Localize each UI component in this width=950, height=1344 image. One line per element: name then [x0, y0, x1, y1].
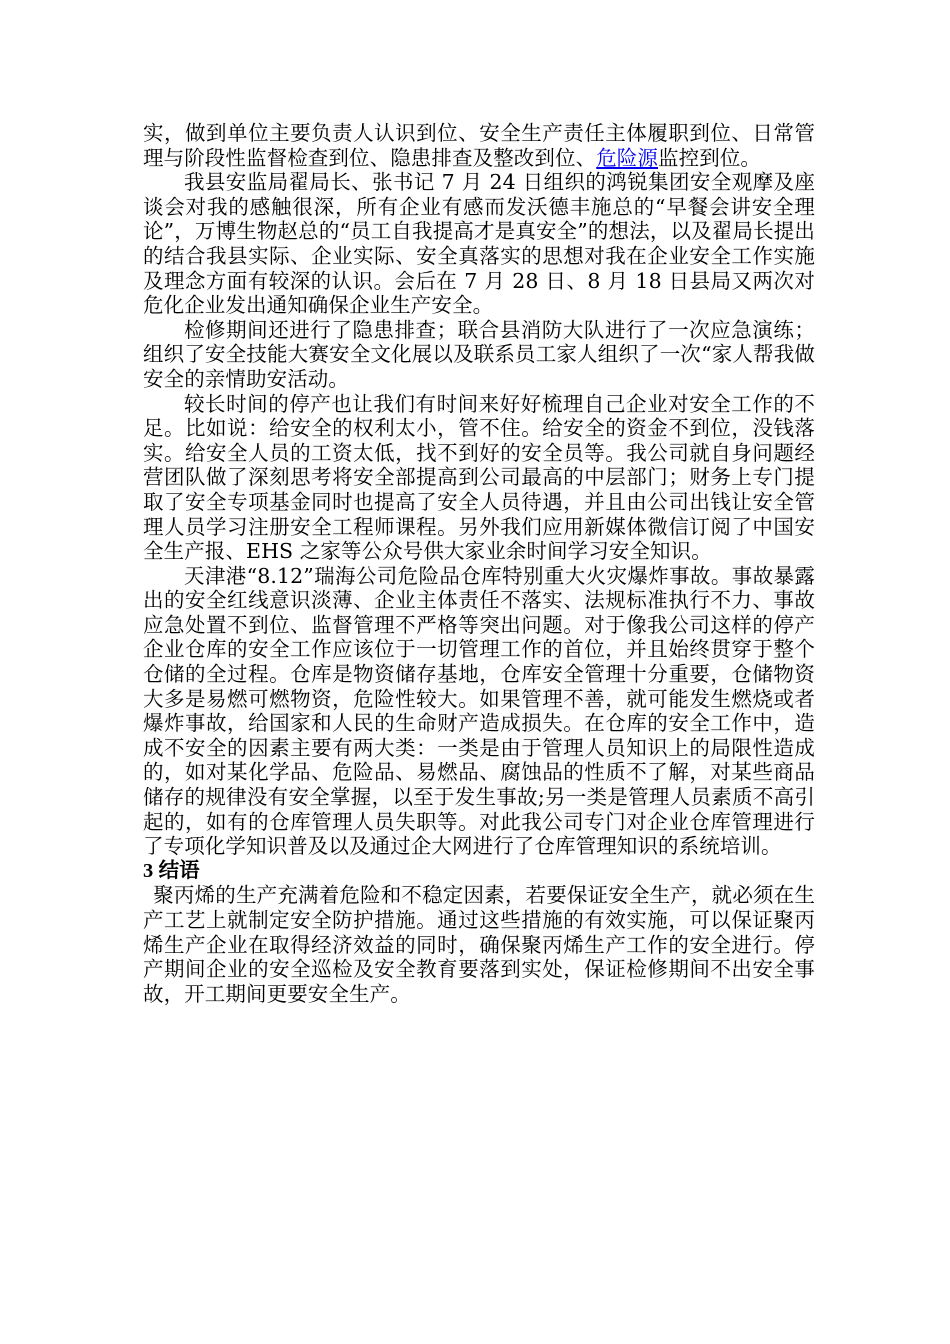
paragraph-1	[143, 121, 815, 170]
paragraph-3: 检修期间还进行了隐患排查；联合县消防大队进行了一次应急演练；组织了安全技能大赛安全文化展以及联系员工家人组织了一次“家人帮我做安全的亲情助安活动。	[143, 317, 815, 391]
paragraph-2: 我县安监局翟局长、张书记 7 月 24 日组织的鸿锐集团安全观摩及座谈会对我的感触很深，所有企业有感而发沃德丰施总的“早餐会讲安全理论”，万博生物赵总的“员工自我提高才是真安全”的想法，以及翟局长提出的结合我县实际、企业实际、安全真落实的思想对我在企业安全工作实施及理念方面有较深的认识。会后在 7 月 28 日、8 月 18 日县局又两次对危化企业发出通知确保企业生产安全。	[143, 170, 815, 318]
paragraph-4: 较长时间的停产也让我们有时间来好好梳理自己企业对安全工作的不足。比如说：给安全的权利太小，管不住。给安全的资金不到位，没钱落实。给安全人员的工资太低，找不到好的安全员等。我公司就自身问题经营团队做了深刻思考将安全部提高到公司最高的中层部门；财务上专门提取了安全专项基金同时也提高了安全人员待遇，并且由公司出钱让安全管理人员学习注册安全工程师课程。另外我们应用新媒体微信订阅了中国安全生产报、EHS 之家等公众号供大家业余时间学习安全知识。	[143, 391, 815, 564]
paragraph-1-tail: 监控到位。	[658, 145, 762, 170]
section-heading-conclusion: 3 结语	[143, 859, 200, 882]
paragraph-1-text: 实，做到单位主要负责人认识到位、安全生产责任主体履职到位、日常管理与阶段性监督检查到位、隐患排查及整改到位、	[143, 121, 815, 170]
hazard-source-link[interactable]: 危险源	[596, 145, 659, 170]
document-page	[143, 121, 815, 1006]
paragraph-5: 天津港“8.12”瑞海公司危险品仓库特别重大火灾爆炸事故。事故暴露出的安全红线意识淡薄、企业主体责任不落实、法规标准执行不力、事故应急处置不到位、监督管理不严格等突出问题。对于像我公司这样的停产企业仓库的安全工作应该位于一切管理工作的首位，并且始终贯穿于整个仓储的全过程。仓库是物资储存基地，仓库安全管理十分重要，仓储物资大多是易燃可燃物资，危险性较大。如果管理不善，就可能发生燃烧或者爆炸事故，给国家和人民的生命财产造成损失。在仓库的安全工作中，造成不安全的因素主要有两大类：一类是由于管理人员知识上的局限性造成的，如对某化学品、危险品、易燃品、腐蚀品的性质不了解，对某些商品储存的规律没有安全掌握，以至于发生事故;另一类是管理人员素质不高引起的，如有的仓库管理人员失职等。对此我公司专门对企业仓库管理进行了专项化学知识普及以及通过企大网进行了仓库管理知识的系统培训。	[143, 563, 815, 859]
paragraph-6: 聚丙烯的生产充满着危险和不稳定因素，若要保证安全生产，就必须在生产工艺上就制定安全防护措施。通过这些措施的有效实施，可以保证聚丙烯生产企业在取得经济效益的同时，确保聚丙烯生产工作的安全进行。停产期间企业的安全巡检及安全教育要落到实处，保证检修期间不出安全事故，开工期间更要安全生产。	[143, 883, 815, 1006]
